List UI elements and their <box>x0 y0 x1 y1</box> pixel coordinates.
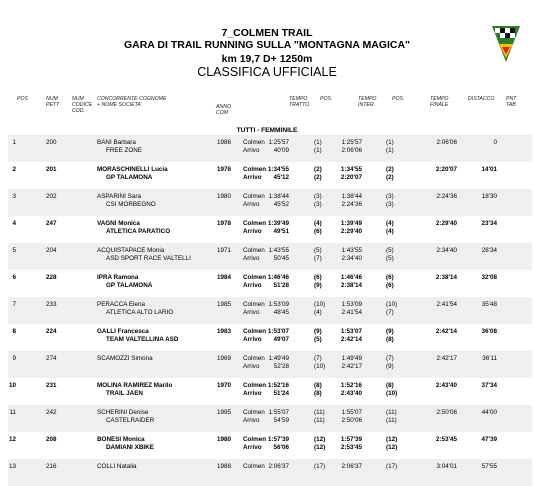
table-row <box>8 405 532 432</box>
checkpoint-cell: Colmen <box>243 220 267 227</box>
split-pos-cell: (17) <box>314 463 326 470</box>
split-time-cell: 45'52 <box>273 201 289 208</box>
bib-cell: 242 <box>46 409 57 416</box>
bib-cell: 228 <box>46 274 57 281</box>
table-row <box>8 297 532 324</box>
split-time-cell: 1:52'16 <box>267 382 289 389</box>
inter-time-cell: 2:20'07 <box>340 174 362 181</box>
table-row <box>8 351 532 378</box>
inter-time-cell: 1:39'49 <box>340 220 362 227</box>
event-distance: km 19,7 D+ 1250m <box>221 53 313 65</box>
inter-time-cell: 2:42'14 <box>340 336 362 343</box>
inter-time-cell: 1:38'44 <box>341 193 362 200</box>
table-row <box>8 459 532 486</box>
inter-time-cell: 1:55'07 <box>341 409 362 416</box>
event-subtitle: GARA DI TRAIL RUNNING SULLA "MONTAGNA MAGICA" <box>123 39 411 51</box>
checkpoint-cell: Arrivo <box>243 282 262 289</box>
inter-pos-cell: (4) <box>386 228 394 235</box>
split-time-cell: 51'28 <box>273 282 289 289</box>
name-cell: SCHERINI Denise <box>97 409 149 416</box>
bib-cell: 204 <box>46 247 57 254</box>
inter-time-cell: 1:43'55 <box>341 247 362 254</box>
inter-pos-cell: (1) <box>386 147 394 154</box>
bib-cell: 274 <box>46 355 57 362</box>
inter-pos-cell: (2) <box>386 174 394 181</box>
split-pos-cell: (11) <box>314 417 325 424</box>
team-cell: TRAIL JAEN <box>106 390 143 397</box>
split-time-cell: 1:43'55 <box>268 247 289 254</box>
pos-cell: 3 <box>12 193 16 200</box>
final-time-cell: 2:42'14 <box>435 328 457 335</box>
split-pos-cell: (3) <box>314 201 322 208</box>
table-row <box>8 378 532 405</box>
inter-pos-cell: (12) <box>386 436 398 443</box>
name-cell: MOLINA RAMIREZ Marilo <box>97 382 173 389</box>
inter-pos-cell: (17) <box>386 463 398 470</box>
col-pos-inter: POS <box>392 96 403 102</box>
split-time-cell: 1:57'39 <box>267 436 289 443</box>
gap-cell: 57'55 <box>481 463 497 470</box>
col-tempo-finale: TEMPO FINALE <box>430 96 449 109</box>
inter-pos-cell: (9) <box>386 363 394 370</box>
final-time-cell: 3:04'01 <box>436 463 457 470</box>
table-row <box>8 135 532 162</box>
birth-year-cell: 1971 <box>217 247 232 254</box>
birth-year-cell: 1983 <box>217 328 232 335</box>
pos-cell: 10 <box>8 382 16 389</box>
birth-year-cell: 1978 <box>217 220 232 227</box>
checkpoint-cell: Colmen <box>243 166 267 173</box>
pos-cell: 1 <box>12 139 16 146</box>
split-pos-cell: (5) <box>314 247 322 254</box>
inter-pos-cell: (10) <box>386 390 398 397</box>
name-cell: BANI Barbara <box>97 139 136 146</box>
inter-pos-cell: (9) <box>386 328 394 335</box>
inter-pos-cell: (4) <box>386 220 394 227</box>
gap-cell: 44'00 <box>481 409 497 416</box>
pos-cell: 5 <box>12 247 16 254</box>
birth-year-cell: 1970 <box>217 382 232 389</box>
bib-cell: 202 <box>46 193 57 200</box>
gap-cell: 0 <box>493 139 497 146</box>
event-logo <box>490 22 522 66</box>
split-pos-cell: (11) <box>314 409 325 416</box>
inter-time-cell: 2:41'54 <box>341 309 362 316</box>
birth-year-cell: 1995 <box>217 409 232 416</box>
pos-cell: 9 <box>12 355 16 362</box>
pos-cell: 8 <box>12 328 16 335</box>
pos-cell: 12 <box>8 436 16 443</box>
inter-time-cell: 1:52'16 <box>340 382 362 389</box>
table-row <box>8 162 532 189</box>
final-time-cell: 2:06'06 <box>436 139 457 146</box>
pos-cell: 13 <box>8 463 16 470</box>
final-time-cell: 2:24'36 <box>436 193 457 200</box>
pos-cell: 7 <box>12 301 16 308</box>
split-pos-cell: (8) <box>314 382 322 389</box>
inter-time-cell: 1:53'09 <box>341 301 362 308</box>
inter-time-cell: 2:42'17 <box>341 363 362 370</box>
birth-year-cell: 1985 <box>217 301 232 308</box>
col-pos: POS <box>17 96 28 102</box>
split-pos-cell: (1) <box>314 139 322 146</box>
birth-year-cell: 1969 <box>217 355 232 362</box>
final-time-cell: 2:38'14 <box>435 274 457 281</box>
pos-cell: 11 <box>9 409 16 416</box>
checkpoint-cell: Arrivo <box>243 417 260 424</box>
final-time-cell: 2:50'06 <box>436 409 457 416</box>
checkpoint-cell: Arrivo <box>243 444 262 451</box>
split-time-cell: 49'07 <box>273 336 289 343</box>
split-time-cell: 52'28 <box>273 363 289 370</box>
final-time-cell: 2:42'17 <box>436 355 457 362</box>
pos-cell: 2 <box>12 166 16 173</box>
checkpoint-cell: Colmen <box>243 436 267 443</box>
split-pos-cell: (3) <box>314 193 322 200</box>
split-time-cell: 1:49'49 <box>268 355 289 362</box>
inter-pos-cell: (11) <box>386 417 397 424</box>
split-pos-cell: (4) <box>314 220 322 227</box>
final-time-cell: 2:41'54 <box>436 301 457 308</box>
split-pos-cell: (6) <box>314 228 322 235</box>
split-time-cell: 2:06'37 <box>268 463 289 470</box>
inter-time-cell: 2:24'36 <box>341 201 362 208</box>
name-cell: ASPARINI Sara <box>97 193 141 200</box>
checkpoint-cell: Colmen <box>243 139 265 146</box>
inter-time-cell: 1:46'46 <box>340 274 362 281</box>
col-anno: ANNO COM <box>216 104 231 117</box>
inter-time-cell: 2:50'06 <box>341 417 362 424</box>
col-pos-tratto: POS <box>320 96 331 102</box>
split-time-cell: 1:55'07 <box>268 409 289 416</box>
checkpoint-cell: Arrivo <box>243 309 260 316</box>
checkpoint-cell: Arrivo <box>243 174 262 181</box>
inter-time-cell: 2:43'40 <box>340 390 362 397</box>
bib-cell: 233 <box>46 301 57 308</box>
team-cell: CASTELRAIDER <box>106 417 155 424</box>
team-cell: ASD SPORT RACE VALTELLI <box>106 255 191 262</box>
split-pos-cell: (1) <box>314 147 322 154</box>
gap-cell: 18'30 <box>481 193 497 200</box>
birth-year-cell: 1980 <box>217 436 232 443</box>
split-pos-cell: (7) <box>314 255 322 262</box>
section-title: TUTTI - FEMMINILE <box>236 127 298 134</box>
final-time-cell: 2:43'40 <box>435 382 457 389</box>
inter-pos-cell: (6) <box>386 274 394 281</box>
inter-time-cell: 2:53'45 <box>340 444 362 451</box>
inter-time-cell: 2:38'14 <box>340 282 362 289</box>
split-time-cell: 54'59 <box>273 417 289 424</box>
split-pos-cell: (12) <box>314 436 326 443</box>
checkpoint-cell: Arrivo <box>243 147 260 154</box>
col-distacco: DISTACCO <box>468 96 495 102</box>
final-time-cell: 2:34'40 <box>436 247 457 254</box>
checkpoint-cell: Arrivo <box>243 255 260 262</box>
table-row <box>8 270 532 297</box>
col-tempo-inter: TEMPO INTER. <box>358 96 377 109</box>
checkpoint-cell: Colmen <box>243 355 265 362</box>
ranking-title: CLASSIFICA UFFICIALE <box>197 65 337 79</box>
split-time-cell: 51'24 <box>273 390 289 397</box>
inter-pos-cell: (12) <box>386 444 398 451</box>
table-row <box>8 189 532 216</box>
split-time-cell: 50'45 <box>273 255 289 262</box>
split-pos-cell: (9) <box>314 282 322 289</box>
team-cell: ATLETICA ALTO LARIO <box>106 309 174 316</box>
inter-pos-cell: (3) <box>386 201 394 208</box>
col-num-codice: NUM CODICE COD. <box>72 96 93 115</box>
gap-cell: 32'08 <box>481 274 497 281</box>
name-cell: BONESI Monica <box>97 436 145 443</box>
bib-cell: 208 <box>46 436 57 443</box>
inter-pos-cell: (10) <box>386 301 398 308</box>
name-cell: PERACCA Elena <box>97 301 145 308</box>
bib-cell: 247 <box>46 220 57 227</box>
split-pos-cell: (12) <box>314 444 326 451</box>
col-concorrente: CONCORRENTE COGNOME + NOME SOCIETA' <box>97 96 167 109</box>
gap-cell: 14'01 <box>481 166 497 173</box>
gap-cell: 36'08 <box>481 328 497 335</box>
bib-cell: 224 <box>46 328 57 335</box>
bib-cell: 201 <box>46 166 57 173</box>
split-time-cell: 40'09 <box>273 147 289 154</box>
col-pnt-tab: PNT TAB <box>506 96 517 109</box>
final-time-cell: 2:53'45 <box>435 436 457 443</box>
inter-pos-cell: (7) <box>386 309 394 316</box>
table-row <box>8 432 532 459</box>
checkpoint-cell: Colmen <box>243 274 267 281</box>
inter-time-cell: 1:49'49 <box>341 355 362 362</box>
checkpoint-cell: Arrivo <box>243 363 260 370</box>
checkpoint-cell: Arrivo <box>243 390 262 397</box>
split-time-cell: 1:38'44 <box>268 193 289 200</box>
gap-cell: 36'11 <box>482 355 497 362</box>
birth-year-cell: 1986 <box>217 139 232 146</box>
checkpoint-cell: Colmen <box>243 193 265 200</box>
name-cell: GALLI Francesca <box>97 328 149 335</box>
event-title: 7_COLMEN TRAIL <box>221 27 313 39</box>
split-pos-cell: (8) <box>314 390 322 397</box>
gap-cell: 47'39 <box>481 436 497 443</box>
birth-year-cell: 1980 <box>217 193 232 200</box>
gap-cell: 28'34 <box>481 247 497 254</box>
checkpoint-cell: Colmen <box>243 463 265 470</box>
name-cell: COLLI Natalia <box>97 463 137 470</box>
bib-cell: 231 <box>46 382 57 389</box>
inter-pos-cell: (2) <box>386 166 394 173</box>
table-row <box>8 324 532 351</box>
split-time-cell: 1:53'09 <box>268 301 289 308</box>
split-pos-cell: (2) <box>314 166 322 173</box>
final-time-cell: 2:20'07 <box>435 166 457 173</box>
team-cell: GP TALAMONA <box>106 174 153 181</box>
table-row <box>8 243 532 270</box>
inter-pos-cell: (11) <box>386 409 397 416</box>
checkpoint-cell: Arrivo <box>243 201 260 208</box>
split-time-cell: 1:25'57 <box>268 139 289 146</box>
birth-year-cell: 1976 <box>217 166 232 173</box>
inter-pos-cell: (7) <box>386 355 394 362</box>
team-cell: ATLETICA PARATICO <box>106 228 171 235</box>
split-time-cell: 1:34'55 <box>267 166 289 173</box>
checkpoint-cell: Arrivo <box>243 336 262 343</box>
inter-time-cell: 2:06'06 <box>341 147 362 154</box>
inter-time-cell: 1:34'55 <box>340 166 362 173</box>
table-row <box>8 216 532 243</box>
checkpoint-cell: Colmen <box>243 409 265 416</box>
gap-cell: 23'34 <box>481 220 497 227</box>
team-cell: FREE ZONE <box>106 147 143 154</box>
split-pos-cell: (10) <box>314 301 326 308</box>
team-cell: CSI MORBEGNO <box>106 201 156 208</box>
col-num-pett: NUM PETT <box>46 96 60 109</box>
name-cell: IPRA Ramona <box>97 274 139 281</box>
inter-pos-cell: (5) <box>386 255 394 262</box>
split-pos-cell: (10) <box>314 363 326 370</box>
inter-pos-cell: (8) <box>386 382 394 389</box>
checkpoint-cell: Colmen <box>243 328 267 335</box>
name-cell: SCAMOZZI Simona <box>97 355 153 362</box>
checkpoint-cell: Colmen <box>243 301 265 308</box>
split-pos-cell: (5) <box>314 336 322 343</box>
split-time-cell: 1:39'49 <box>267 220 289 227</box>
inter-time-cell: 2:34'40 <box>341 255 362 262</box>
birth-year-cell: 1988 <box>217 463 232 470</box>
checkpoint-cell: Arrivo <box>243 228 262 235</box>
split-time-cell: 49'51 <box>273 228 289 235</box>
inter-pos-cell: (6) <box>386 282 394 289</box>
inter-pos-cell: (8) <box>386 336 394 343</box>
gap-cell: 37'34 <box>481 382 497 389</box>
bib-cell: 216 <box>46 463 57 470</box>
split-pos-cell: (6) <box>314 274 322 281</box>
split-pos-cell: (7) <box>314 355 322 362</box>
inter-time-cell: 1:57'39 <box>340 436 362 443</box>
inter-time-cell: 2:29'40 <box>340 228 362 235</box>
split-time-cell: 45'12 <box>273 174 289 181</box>
inter-pos-cell: (5) <box>386 247 394 254</box>
name-cell: ACQUISTAPACE Monia <box>97 247 165 254</box>
team-cell: GP TALAMONA <box>106 282 153 289</box>
bib-cell: 200 <box>46 139 57 146</box>
pos-cell: 6 <box>12 274 16 281</box>
split-time-cell: 1:53'07 <box>267 328 289 335</box>
split-time-cell: 1:46'46 <box>267 274 289 281</box>
inter-pos-cell: (3) <box>386 193 394 200</box>
split-pos-cell: (2) <box>314 174 322 181</box>
split-pos-cell: (4) <box>314 309 322 316</box>
split-pos-cell: (9) <box>314 328 322 335</box>
gap-cell: 35'48 <box>481 301 497 308</box>
name-cell: VAGNI Monica <box>97 220 140 227</box>
split-time-cell: 56'06 <box>273 444 289 451</box>
team-cell: TEAM VALTELLINA ASD <box>106 336 179 343</box>
inter-pos-cell: (1) <box>386 139 394 146</box>
birth-year-cell: 1984 <box>217 274 232 281</box>
final-time-cell: 2:29'40 <box>435 220 457 227</box>
checkpoint-cell: Colmen <box>243 382 267 389</box>
pos-cell: 4 <box>12 220 16 227</box>
name-cell: MORASCHINELLI Lucia <box>97 166 168 173</box>
split-time-cell: 48'45 <box>273 309 289 316</box>
checkpoint-cell: Colmen <box>243 247 265 254</box>
inter-time-cell: 1:25'57 <box>341 139 362 146</box>
team-cell: DAMIANI XBIKE <box>106 444 154 451</box>
inter-time-cell: 1:53'07 <box>340 328 362 335</box>
inter-time-cell: 2:06'37 <box>341 463 362 470</box>
col-tempo-tratto: TEMPO TRATTO <box>289 96 310 109</box>
